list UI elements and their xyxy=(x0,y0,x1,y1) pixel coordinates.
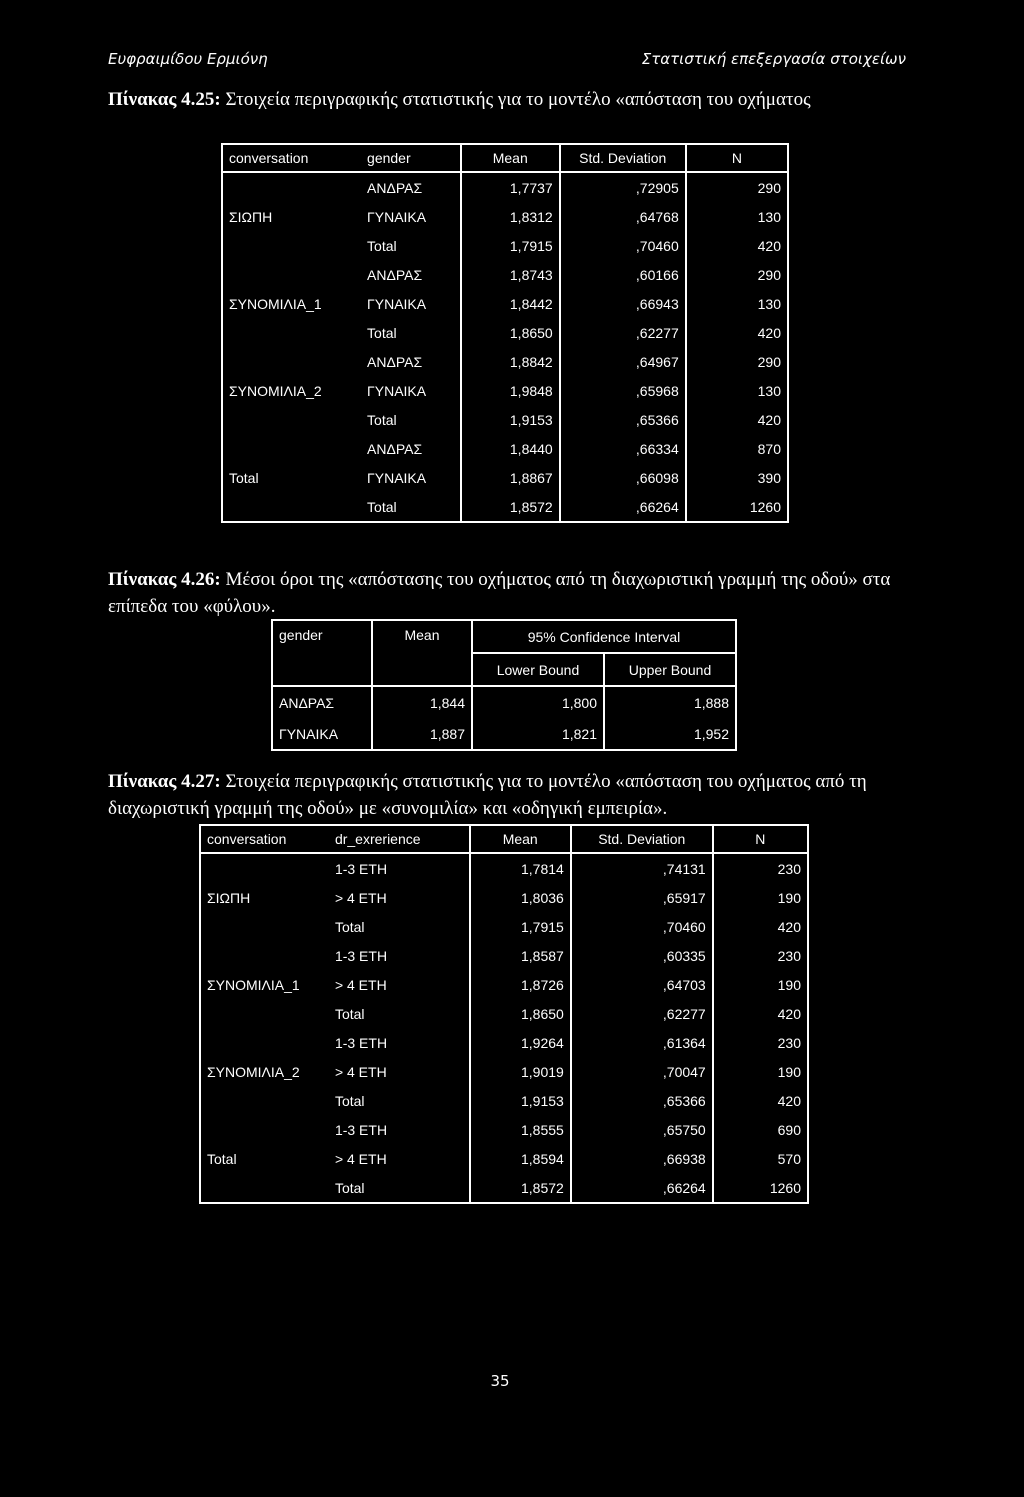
table-27-body xyxy=(200,853,808,1203)
table-cell: 1,8594 xyxy=(470,1144,571,1173)
table-cell: 1,8842 xyxy=(461,347,560,376)
table-cell: 1,8442 xyxy=(461,289,560,318)
table-cell: ΑΝΔΡΑΣ xyxy=(279,694,335,711)
table-cell: 420 xyxy=(713,999,808,1028)
table-cell: ,70460 xyxy=(560,231,686,260)
table-cell xyxy=(200,1028,329,1057)
table-cell xyxy=(200,912,329,941)
table-cell: 420 xyxy=(713,912,808,941)
table-cell: 870 xyxy=(686,434,788,463)
table-row xyxy=(222,492,788,522)
table-cell: ,65750 xyxy=(571,1115,713,1144)
table-cell: ,65968 xyxy=(560,376,686,405)
table-cell: ΓΥΝΑΙΚΑ xyxy=(367,469,427,486)
table-cell: 1,7814 xyxy=(470,853,571,883)
table-cell: > 4 ΕΤΗ xyxy=(334,1150,387,1167)
table-cell: ,65917 xyxy=(571,883,713,912)
table-row xyxy=(200,912,808,941)
table-cell: > 4 ΕΤΗ xyxy=(334,1063,387,1080)
header-cell: conversation xyxy=(222,144,361,172)
table-row xyxy=(222,231,788,260)
table-cell xyxy=(200,1086,329,1115)
table-cell: 1,7737 xyxy=(461,172,560,202)
table-cell: ,70460 xyxy=(571,912,713,941)
header-cell: 95% Confidence Interval xyxy=(472,620,736,653)
table-cell: 1,9019 xyxy=(470,1057,571,1086)
table-cell: Total xyxy=(334,918,365,935)
table-cell: ,70047 xyxy=(571,1057,713,1086)
table-cell: 1,8587 xyxy=(470,941,571,970)
table-cell: ,66334 xyxy=(560,434,686,463)
table-cell xyxy=(222,231,361,260)
table-cell: 290 xyxy=(686,347,788,376)
table-cell: ΣΙΩΠΗ xyxy=(207,889,251,906)
table-cell: 1,8440 xyxy=(461,434,560,463)
table-27-caption-text: Στοιχεία περιγραφικής στατιστικής για το μοντέλο «απόσταση του οχήματος από τη διαχωριστική γραμμή της οδού» με «συνομιλία» και «οδηγική εμπειρία». xyxy=(108,771,867,819)
table-cell: > 4 ΕΤΗ xyxy=(334,976,387,993)
table-cell: 1260 xyxy=(686,492,788,522)
table-row xyxy=(200,941,808,970)
table-row xyxy=(272,718,736,750)
table-25-caption-label: Πίνακας 4.25: xyxy=(108,89,221,110)
table-26-caption xyxy=(108,566,918,620)
table-cell: 420 xyxy=(686,318,788,347)
header-cell: Std. Deviation xyxy=(571,825,713,853)
table-cell: ,64768 xyxy=(560,202,686,231)
table-row xyxy=(222,289,788,318)
table-cell: ,66938 xyxy=(571,1144,713,1173)
header-cell: N xyxy=(686,144,788,172)
table-row xyxy=(200,1115,808,1144)
header-cell: Upper Bound xyxy=(604,653,736,686)
table-cell: 290 xyxy=(686,172,788,202)
table-cell: ΓΥΝΑΙΚΑ xyxy=(367,208,427,225)
table-cell: ΣΙΩΠΗ xyxy=(229,208,273,225)
table-cell: ΑΝΔΡΑΣ xyxy=(367,440,423,457)
table-cell: 1,8572 xyxy=(461,492,560,522)
table-cell: Total xyxy=(207,1150,237,1167)
table-row xyxy=(222,202,788,231)
table-row xyxy=(222,376,788,405)
table-25-body xyxy=(222,172,788,522)
table-27-caption xyxy=(108,768,918,822)
table-cell xyxy=(222,318,361,347)
table-25 xyxy=(221,143,789,523)
table-row xyxy=(200,883,808,912)
table-cell: ΑΝΔΡΑΣ xyxy=(367,266,423,283)
table-row xyxy=(200,853,808,883)
table-cell: ,74131 xyxy=(571,853,713,883)
table-cell: 570 xyxy=(713,1144,808,1173)
table-cell xyxy=(222,260,361,289)
table-cell: 1-3 ΕΤΗ xyxy=(334,947,388,964)
table-cell: 1,952 xyxy=(604,718,736,750)
table-row xyxy=(200,1086,808,1115)
table-cell: 230 xyxy=(713,941,808,970)
table-header-row xyxy=(272,620,736,653)
table-cell: 1-3 ΕΤΗ xyxy=(334,1121,388,1138)
table-row xyxy=(222,434,788,463)
table-25-caption-text: Στοιχεία περιγραφικής στατιστικής για το μοντέλο «απόσταση του οχήματος xyxy=(225,89,811,110)
table-cell: 1,9848 xyxy=(461,376,560,405)
table-cell: Total xyxy=(367,411,397,428)
table-cell: 1,9153 xyxy=(470,1086,571,1115)
table-row xyxy=(272,686,736,718)
table-row xyxy=(222,405,788,434)
table-cell: Total xyxy=(229,469,259,486)
table-row xyxy=(200,1057,808,1086)
table-cell xyxy=(200,1173,329,1203)
table-26-caption-text: Μέσοι όροι της «απόστασης του οχήματος από τη διαχωριστική γραμμή της οδού» στα επίπεδα του «φύλου». xyxy=(108,569,891,617)
table-row xyxy=(222,347,788,376)
table-cell: 190 xyxy=(713,883,808,912)
table-cell: 420 xyxy=(713,1086,808,1115)
table-cell: ,62277 xyxy=(560,318,686,347)
table-cell: 1,821 xyxy=(472,718,604,750)
header-cell: gender xyxy=(361,144,461,172)
table-cell: 290 xyxy=(686,260,788,289)
table-27 xyxy=(199,824,809,1204)
header-cell: Mean xyxy=(470,825,571,853)
table-cell: 1,844 xyxy=(372,686,472,718)
table-cell: 1260 xyxy=(713,1173,808,1203)
table-cell: 1,8555 xyxy=(470,1115,571,1144)
table-cell: 420 xyxy=(686,231,788,260)
table-cell: ΓΥΝΑΙΚΑ xyxy=(367,295,427,312)
table-cell: ,62277 xyxy=(571,999,713,1028)
table-cell: 1,800 xyxy=(472,686,604,718)
table-cell: ΑΝΔΡΑΣ xyxy=(367,179,423,196)
table-cell: 230 xyxy=(713,1028,808,1057)
header-cell: Mean xyxy=(372,620,472,686)
table-cell: 130 xyxy=(686,376,788,405)
table-cell: Total xyxy=(367,498,397,515)
table-25-caption xyxy=(108,86,918,113)
table-cell: 190 xyxy=(713,1057,808,1086)
table-cell: ,60335 xyxy=(571,941,713,970)
table-cell xyxy=(200,999,329,1028)
table-cell: ,72905 xyxy=(560,172,686,202)
table-cell: ,66943 xyxy=(560,289,686,318)
table-cell: 190 xyxy=(713,970,808,999)
table-row xyxy=(200,1173,808,1203)
table-cell: 1,8867 xyxy=(461,463,560,492)
table-cell: ΣΥΝΟΜΙΛΙΑ_2 xyxy=(207,1063,300,1080)
table-row xyxy=(200,1144,808,1173)
table-cell: 1,8312 xyxy=(461,202,560,231)
table-cell: ,61364 xyxy=(571,1028,713,1057)
table-cell: Total xyxy=(334,1092,365,1109)
table-cell: Total xyxy=(367,237,397,254)
table-cell: 1,7915 xyxy=(470,912,571,941)
table-cell: 130 xyxy=(686,289,788,318)
header-cell: Std. Deviation xyxy=(560,144,686,172)
table-row xyxy=(200,999,808,1028)
table-cell: ,65366 xyxy=(571,1086,713,1115)
page-number: 35 xyxy=(490,1372,510,1390)
table-cell xyxy=(222,347,361,376)
table-cell: 1,8036 xyxy=(470,883,571,912)
table-cell: 420 xyxy=(686,405,788,434)
table-cell xyxy=(222,434,361,463)
table-cell: 1,8650 xyxy=(470,999,571,1028)
table-cell: ΓΥΝΑΙΚΑ xyxy=(367,382,427,399)
table-cell xyxy=(200,1115,329,1144)
table-row xyxy=(222,318,788,347)
table-cell: ,64703 xyxy=(571,970,713,999)
table-cell xyxy=(222,172,361,202)
table-cell: ,64967 xyxy=(560,347,686,376)
table-cell: 1-3 ΕΤΗ xyxy=(334,1034,388,1051)
table-cell: ,66264 xyxy=(571,1173,713,1203)
table-cell xyxy=(200,853,329,883)
header-cell: dr_exrerience xyxy=(329,825,470,853)
table-row xyxy=(200,970,808,999)
table-cell: ,66264 xyxy=(560,492,686,522)
table-header-row xyxy=(200,825,808,853)
running-header-title: Στατιστική επεξεργασία στοιχείων xyxy=(641,50,906,68)
table-cell: ΣΥΝΟΜΙΛΙΑ_1 xyxy=(207,976,300,993)
table-cell xyxy=(200,941,329,970)
table-cell: ΣΥΝΟΜΙΛΙΑ_1 xyxy=(229,295,322,312)
header-cell: conversation xyxy=(200,825,329,853)
table-cell: 1,888 xyxy=(604,686,736,718)
table-header-row xyxy=(222,144,788,172)
table-26-caption-label: Πίνακας 4.26: xyxy=(108,569,221,590)
running-header-author: Ευφραιμίδου Ερμιόνη xyxy=(108,50,268,68)
table-cell: ΣΥΝΟΜΙΛΙΑ_2 xyxy=(229,382,322,399)
table-cell: ΑΝΔΡΑΣ xyxy=(367,353,423,370)
table-cell: 1,9153 xyxy=(461,405,560,434)
table-row xyxy=(222,260,788,289)
header-cell: Lower Bound xyxy=(472,653,604,686)
table-cell: 1,8572 xyxy=(470,1173,571,1203)
table-cell: 1-3 ΕΤΗ xyxy=(334,860,388,877)
table-cell: 1,7915 xyxy=(461,231,560,260)
table-cell: 1,8743 xyxy=(461,260,560,289)
table-cell: ,66098 xyxy=(560,463,686,492)
table-cell xyxy=(222,405,361,434)
table-cell: 690 xyxy=(713,1115,808,1144)
table-cell: ΓΥΝΑΙΚΑ xyxy=(279,725,339,742)
table-row xyxy=(200,1028,808,1057)
table-cell: ,65366 xyxy=(560,405,686,434)
table-cell: 1,8650 xyxy=(461,318,560,347)
table-cell: Total xyxy=(334,1179,365,1196)
table-cell: > 4 ΕΤΗ xyxy=(334,889,387,906)
table-26 xyxy=(271,619,737,751)
table-cell: 390 xyxy=(686,463,788,492)
table-27-caption-label: Πίνακας 4.27: xyxy=(108,771,221,792)
table-cell: Total xyxy=(334,1005,365,1022)
header-cell: N xyxy=(713,825,808,853)
table-cell: 1,9264 xyxy=(470,1028,571,1057)
header-cell: gender xyxy=(279,627,323,643)
header-cell: Mean xyxy=(461,144,560,172)
table-row xyxy=(222,172,788,202)
table-cell: 1,8726 xyxy=(470,970,571,999)
table-cell: 1,887 xyxy=(372,718,472,750)
table-cell: Total xyxy=(367,324,397,341)
table-row xyxy=(222,463,788,492)
table-cell: 230 xyxy=(713,853,808,883)
table-cell: ,60166 xyxy=(560,260,686,289)
table-cell xyxy=(222,492,361,522)
table-cell: 130 xyxy=(686,202,788,231)
